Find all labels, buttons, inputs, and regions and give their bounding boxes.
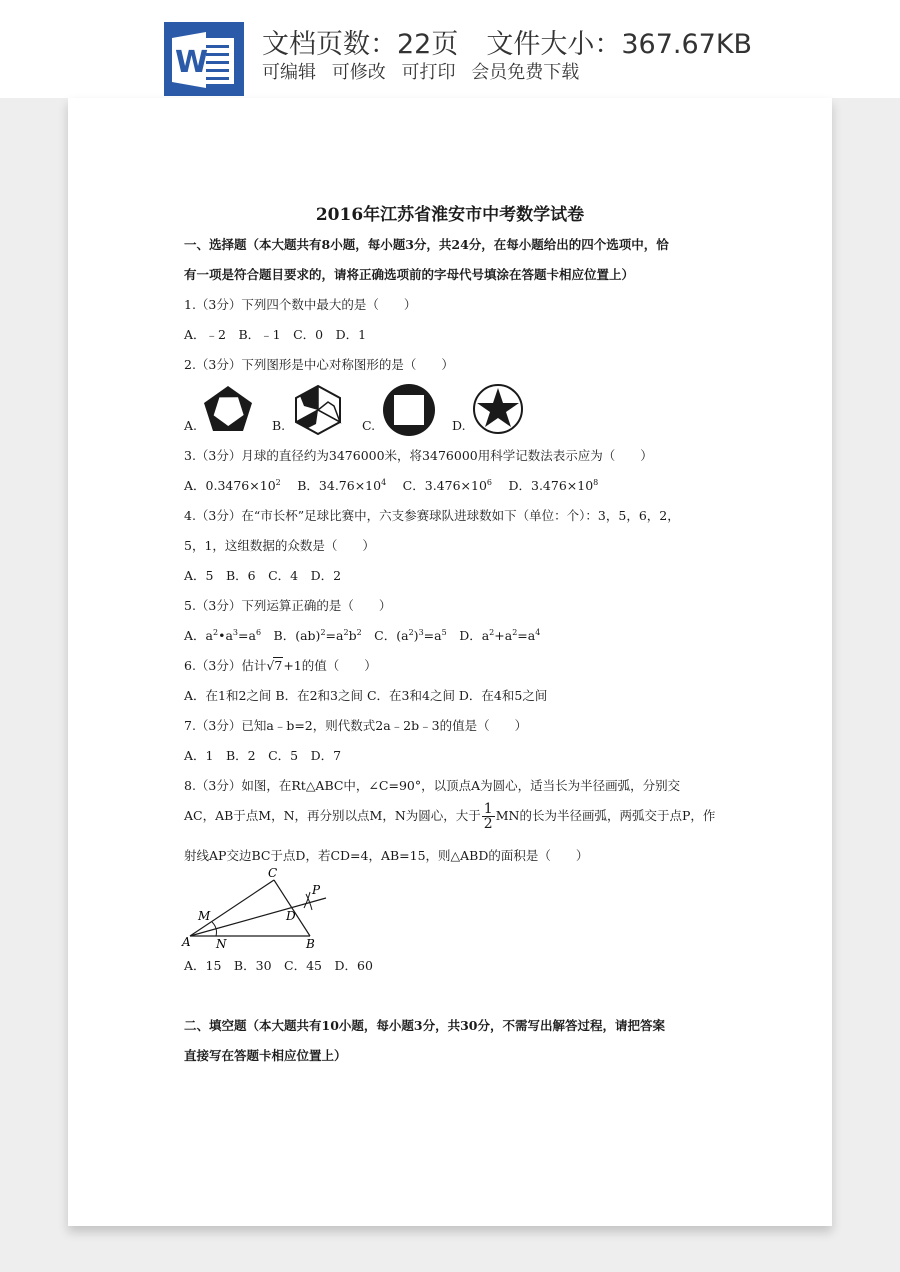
- fraction-numerator: 1: [483, 801, 493, 817]
- feature-list: [262, 58, 589, 84]
- question-1: 1.（3分）下列四个数中最大的是（ ）: [184, 297, 417, 312]
- section2-heading-line2: 直接写在答题卡相应位置上）: [184, 1048, 347, 1063]
- word-icon: [164, 22, 244, 96]
- label-n: N: [216, 937, 227, 951]
- page-title: 2016年江苏省淮安市中考数学试卷: [315, 205, 585, 225]
- label-p: P: [312, 883, 321, 897]
- question-7-options: A．1 B．2 C．5 D．7: [184, 748, 342, 763]
- question-4-line1: 4.（3分）在“市长杯”足球比赛中，六支参赛球队进球数如下（单位：个）：3，5，6，2，: [184, 508, 680, 523]
- q3-option-d: D．3.476×10: [508, 478, 594, 493]
- question-2: 2.（3分）下列图形是中心对称图形的是（ ）: [184, 357, 454, 372]
- section1-heading-line1: 一、选择题（本大题共有8小题，每小题3分，共24分，在每小题给出的四个选项中，恰: [184, 237, 669, 252]
- q3-option-a-exponent: 2: [275, 477, 281, 487]
- question-3-options: [184, 476, 598, 494]
- option-b-label: B.: [272, 418, 286, 433]
- q3-option-a: A．0.3476×10: [184, 478, 276, 493]
- question-3: 3.（3分）月球的直径约为3476000米，将3476000用科学记数法表示应为（ ）: [184, 448, 653, 463]
- q6-prefix: 6.（3分）估计: [184, 658, 267, 673]
- q3-option-b-exponent: 4: [381, 477, 387, 487]
- svg-text:W: W: [175, 45, 209, 80]
- q3-option-c-exponent: 6: [486, 477, 492, 487]
- circle-square-figure: [381, 382, 437, 438]
- section2-heading-line1: 二、填空题（本大题共有10小题，每小题3分，共30分，不需写出解答过程，请把答案: [184, 1018, 665, 1033]
- feature-free-download: 会员免费下载: [471, 62, 580, 83]
- question-6: 6.（3分）估计√7+1的值（ ）: [184, 658, 377, 673]
- q3-option-d-exponent: 8: [593, 477, 599, 487]
- question-5: 5.（3分）下列运算正确的是（ ）: [184, 598, 392, 613]
- q6-radicand: 7: [274, 658, 283, 673]
- label-c: C: [268, 866, 278, 880]
- feature-editable: 可编辑: [262, 62, 316, 83]
- question-8-line3: 射线AP交边BC于点D，若CD=4，AB=15，则△ABD的面积是（ ）: [184, 848, 589, 863]
- option-a-label: A.: [184, 418, 198, 433]
- hexagon-shape-figure: [292, 384, 344, 436]
- question-8-options: A．15 B．30 C．45 D．60: [184, 958, 373, 973]
- question-7: 7.（3分）已知a﹣b=2，则代数式2a﹣2b﹣3的值是（ ）: [184, 718, 528, 733]
- file-size-label: 文件大小：367.67KB: [486, 29, 753, 60]
- file-stats: [262, 22, 752, 61]
- circle-star-figure: [471, 382, 525, 436]
- pentagon-shape-figure: [202, 384, 254, 434]
- section1-heading-line2: 有一项是符合题目要求的，请将正确选项前的字母代号填涂在答题卡相应位置上）: [184, 267, 635, 282]
- question-1-options: A．﹣2 B．﹣1 C．0 D．1: [184, 327, 367, 342]
- question-4-options: A．5 B．6 C．4 D．2: [184, 568, 342, 583]
- fraction-denominator: 2: [483, 816, 493, 832]
- q6-suffix: +1的值（ ）: [283, 658, 377, 673]
- label-b: B: [306, 937, 315, 951]
- one-half-fraction: [482, 802, 495, 831]
- page-count-label: 文档页数：22页: [262, 29, 459, 60]
- document-info-banner: [0, 0, 900, 98]
- question-4-line2: 5，1，这组数据的众数是（ ）: [184, 538, 375, 553]
- question-5-options: A．$a^2•a^3=a^6$ B．$(ab)^2=a^2b^2$ C．$(a^2)^3=a^5$ D．$a^2+a^2=a^4$: [184, 627, 541, 643]
- feature-printable: 可打印: [401, 62, 456, 83]
- question-8-line2: [184, 802, 715, 831]
- q3-option-c: C．3.476×10: [402, 478, 487, 493]
- option-d-label: D.: [452, 418, 466, 433]
- label-m: M: [198, 909, 211, 923]
- question-6-options: A．在1和2之间 B．在2和3之间 C．在3和4之间 D．在4和5之间: [184, 688, 548, 703]
- q8-line2-prefix: AC，AB于点M，N，再分别以点M，N为圆心，大于: [184, 808, 481, 823]
- q8-line2-suffix: MN的长为半径画弧，两弧交于点P，作: [495, 808, 716, 823]
- q3-option-b: B．34.76×10: [297, 478, 382, 493]
- triangle-abc-figure: [180, 864, 330, 954]
- option-c-label: C.: [362, 418, 376, 433]
- label-a: A: [182, 935, 191, 949]
- question-8-line1: 8.（3分）如图，在Rt△ABC中，∠C=90°，以顶点A为圆心，适当长为半径画弧，分别交: [184, 778, 681, 793]
- feature-modifiable: 可修改: [331, 62, 386, 83]
- label-d: D: [286, 909, 296, 923]
